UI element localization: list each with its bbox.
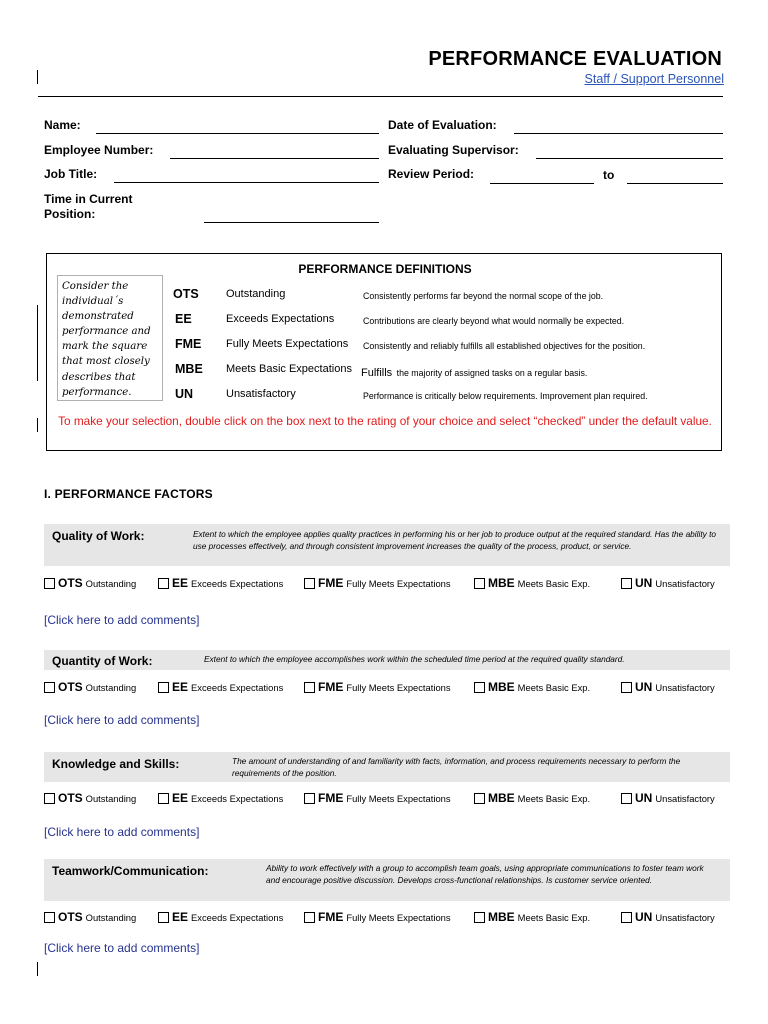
rating-code: EE bbox=[172, 910, 189, 924]
checkbox[interactable] bbox=[621, 793, 632, 804]
rating-option-ots[interactable] bbox=[44, 791, 136, 805]
rating-option-fme[interactable] bbox=[304, 910, 451, 924]
rating-code: EE bbox=[172, 791, 189, 805]
review-period-end-field[interactable] bbox=[627, 183, 723, 184]
rating-option-un[interactable] bbox=[621, 576, 715, 590]
rating-option-un[interactable] bbox=[621, 791, 715, 805]
rating-option-un[interactable] bbox=[621, 910, 715, 924]
checkbox[interactable] bbox=[304, 793, 315, 804]
rating-code: EE bbox=[172, 680, 189, 694]
rating-name: Fully Meets Expectations bbox=[346, 911, 451, 923]
rating-code: UN bbox=[635, 680, 653, 694]
rating-code: EE bbox=[172, 576, 189, 590]
rating-option-ots[interactable] bbox=[44, 680, 136, 694]
rating-name: Exceeds Expectations bbox=[191, 911, 284, 923]
header-rule bbox=[38, 96, 723, 97]
rating-option-mbe[interactable] bbox=[474, 680, 590, 694]
rating-code: OTS bbox=[58, 576, 83, 590]
checkbox[interactable] bbox=[474, 682, 485, 693]
section-title: I. PERFORMANCE FACTORS bbox=[44, 487, 213, 501]
margin-mark bbox=[37, 962, 38, 976]
date-of-evaluation-label: Date of Evaluation: bbox=[388, 118, 497, 132]
checkbox[interactable] bbox=[158, 912, 169, 923]
rating-code: UN bbox=[635, 791, 653, 805]
checkbox[interactable] bbox=[44, 578, 55, 589]
factor-description: Ability to work effectively with a group to accomplish team goals, using appropriate communications to foster team work and encourage positive discussion. Develops cross-functional relationships. Is customer service oriented. bbox=[266, 863, 704, 885]
rating-name: Unsatisfactory bbox=[655, 681, 715, 693]
rating-name: Fully Meets Expectations bbox=[346, 577, 451, 589]
margin-mark bbox=[37, 418, 38, 432]
checkbox[interactable] bbox=[44, 682, 55, 693]
definitions-title: PERFORMANCE DEFINITIONS bbox=[298, 262, 472, 276]
rating-option-mbe[interactable] bbox=[474, 576, 590, 590]
margin-mark bbox=[37, 305, 38, 381]
rating-name: Unsatisfactory bbox=[655, 577, 715, 589]
date-of-evaluation-field[interactable] bbox=[514, 133, 723, 134]
rating-code: OTS bbox=[58, 910, 83, 924]
checkbox[interactable] bbox=[304, 578, 315, 589]
rating-code: OTS bbox=[58, 680, 83, 694]
time-in-position-label-1: Time in Current bbox=[44, 192, 133, 206]
checkbox[interactable] bbox=[474, 578, 485, 589]
document-title: PERFORMANCE EVALUATION bbox=[428, 48, 722, 70]
rating-option-ots[interactable] bbox=[44, 576, 136, 590]
review-period-label: Review Period: bbox=[388, 167, 475, 181]
factor-header-teamwork bbox=[44, 859, 730, 901]
factor-description: Extent to which the employee accomplishes work within the scheduled time period at the required quality standard. bbox=[204, 654, 625, 664]
factor-title: Quality of Work: bbox=[52, 529, 145, 543]
rating-name: Exceeds Expectations bbox=[191, 577, 284, 589]
rating-name: Outstanding bbox=[85, 792, 137, 804]
review-period-to-label: to bbox=[603, 168, 615, 182]
checkbox[interactable] bbox=[621, 682, 632, 693]
factor-title: Teamwork/Communication: bbox=[52, 864, 209, 878]
checkbox[interactable] bbox=[474, 912, 485, 923]
def-desc-ots: Consistently performs far beyond the normal scope of the job. bbox=[363, 291, 604, 301]
checkbox[interactable] bbox=[621, 912, 632, 923]
factor-description: Extent to which the employee applies quality practices in performing his or her job to produce output at the required standard. Has the ability to use processes effectively, and through consistent improvement increases the quality of the process, product, or service. bbox=[193, 529, 716, 551]
rating-row-quantity bbox=[44, 680, 734, 696]
checkbox[interactable] bbox=[44, 912, 55, 923]
rating-row-knowledge bbox=[44, 791, 734, 807]
rating-option-fme[interactable] bbox=[304, 680, 451, 694]
review-period-start-field[interactable] bbox=[490, 183, 594, 184]
evaluating-supervisor-label: Evaluating Supervisor: bbox=[388, 143, 519, 157]
performance-definitions-box bbox=[46, 253, 722, 451]
def-desc-mbe-lead: Fulfills bbox=[361, 367, 393, 379]
rating-name: Meets Basic Exp. bbox=[517, 911, 591, 923]
def-code-mbe: MBE bbox=[175, 362, 203, 376]
rating-code: FME bbox=[318, 910, 344, 924]
rating-code: FME bbox=[318, 791, 344, 805]
rating-row-teamwork bbox=[44, 910, 734, 926]
rating-name: Exceeds Expectations bbox=[191, 681, 284, 693]
job-title-label: Job Title: bbox=[44, 167, 98, 181]
checkbox[interactable] bbox=[158, 682, 169, 693]
add-comments-quality[interactable]: [Click here to add comments] bbox=[44, 613, 200, 627]
rating-option-ee[interactable] bbox=[158, 791, 283, 805]
rating-option-fme[interactable] bbox=[304, 791, 451, 805]
rating-code: MBE bbox=[488, 576, 515, 590]
margin-mark bbox=[37, 70, 38, 84]
rating-code: MBE bbox=[488, 910, 515, 924]
employee-number-label: Employee Number: bbox=[44, 143, 154, 157]
rating-name: Meets Basic Exp. bbox=[517, 577, 591, 589]
def-name-ee: Exceeds Expectations bbox=[226, 313, 335, 325]
rating-option-fme[interactable] bbox=[304, 576, 451, 590]
factor-header-quantity bbox=[44, 650, 730, 670]
def-name-un: Unsatisfactory bbox=[226, 388, 296, 400]
factor-header-knowledge bbox=[44, 752, 730, 782]
rating-code: FME bbox=[318, 680, 344, 694]
rating-name: Meets Basic Exp. bbox=[517, 681, 591, 693]
employee-number-field[interactable] bbox=[170, 158, 379, 159]
def-code-fme: FME bbox=[175, 337, 202, 351]
def-name-mbe: Meets Basic Expectations bbox=[226, 363, 352, 375]
rating-option-ots[interactable] bbox=[44, 910, 136, 924]
factor-description: The amount of understanding of and familiarity with facts, information, and process requirements necessary to perform the requirements of the position. bbox=[232, 756, 681, 778]
rating-option-ee[interactable] bbox=[158, 680, 283, 694]
rating-code: MBE bbox=[488, 680, 515, 694]
rating-name: Outstanding bbox=[85, 911, 137, 923]
rating-row-quality bbox=[44, 576, 734, 592]
checkbox[interactable] bbox=[304, 682, 315, 693]
time-in-position-label-2: Position: bbox=[44, 207, 96, 221]
rating-option-mbe[interactable] bbox=[474, 910, 590, 924]
document-subtitle-link[interactable]: Staff / Support Personnel bbox=[584, 72, 724, 86]
rating-option-ee[interactable] bbox=[158, 576, 283, 590]
rating-name: Unsatisfactory bbox=[655, 911, 715, 923]
def-name-fme: Fully Meets Expectations bbox=[226, 338, 349, 350]
rating-name: Unsatisfactory bbox=[655, 792, 715, 804]
add-comments-quantity[interactable]: [Click here to add comments] bbox=[44, 713, 200, 727]
name-field[interactable] bbox=[96, 133, 379, 134]
rating-name: Fully Meets Expectations bbox=[346, 681, 451, 693]
def-desc-mbe-rest: the majority of assigned tasks on a regular basis. bbox=[396, 368, 588, 378]
add-comments-knowledge[interactable]: [Click here to add comments] bbox=[44, 825, 200, 839]
rating-option-ee[interactable] bbox=[158, 910, 283, 924]
rating-name: Outstanding bbox=[85, 681, 137, 693]
add-comments-teamwork[interactable]: [Click here to add comments] bbox=[44, 941, 200, 955]
checkbox[interactable] bbox=[158, 793, 169, 804]
def-desc-ee: Contributions are clearly beyond what would normally be expected. bbox=[363, 316, 625, 326]
checkbox[interactable] bbox=[474, 793, 485, 804]
consider-note: Consider the individual´s demonstrated performance and mark the square that most closely describes that performance. bbox=[57, 275, 163, 401]
job-title-field[interactable] bbox=[114, 182, 379, 183]
rating-code: UN bbox=[635, 910, 653, 924]
rating-code: MBE bbox=[488, 791, 515, 805]
time-in-position-field[interactable] bbox=[204, 222, 379, 223]
rating-code: OTS bbox=[58, 791, 83, 805]
rating-name: Outstanding bbox=[85, 577, 137, 589]
checkbox[interactable] bbox=[621, 578, 632, 589]
factor-header-quality bbox=[44, 524, 730, 566]
factor-title: Knowledge and Skills: bbox=[52, 757, 180, 771]
factor-title: Quantity of Work: bbox=[52, 654, 153, 668]
rating-name: Fully Meets Expectations bbox=[346, 792, 451, 804]
def-code-ots: OTS bbox=[173, 287, 199, 301]
selection-instruction: To make your selection, double click on the box next to the rating of your choice and select “checked” under the default value. bbox=[58, 414, 712, 428]
def-desc-un: Performance is critically below requirements. Improvement plan required. bbox=[363, 391, 648, 401]
rating-code: FME bbox=[318, 576, 344, 590]
def-name-ots: Outstanding bbox=[226, 288, 286, 300]
evaluating-supervisor-field[interactable] bbox=[536, 158, 723, 159]
rating-code: UN bbox=[635, 576, 653, 590]
rating-name: Exceeds Expectations bbox=[191, 792, 284, 804]
rating-option-un[interactable] bbox=[621, 680, 715, 694]
rating-name: Meets Basic Exp. bbox=[517, 792, 591, 804]
def-desc-mbe bbox=[361, 363, 587, 381]
def-desc-fme: Consistently and reliably fulfills all established objectives for the position. bbox=[363, 341, 646, 351]
name-label: Name: bbox=[44, 118, 81, 132]
checkbox[interactable] bbox=[158, 578, 169, 589]
def-code-ee: EE bbox=[175, 312, 192, 326]
checkbox[interactable] bbox=[304, 912, 315, 923]
rating-option-mbe[interactable] bbox=[474, 791, 590, 805]
def-code-un: UN bbox=[175, 387, 194, 401]
checkbox[interactable] bbox=[44, 793, 55, 804]
